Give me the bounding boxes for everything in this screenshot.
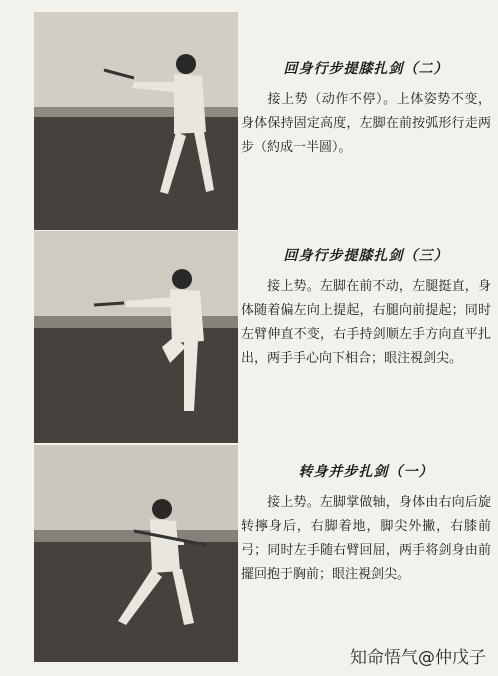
section-title: 回身行步提膝扎剑（二） — [283, 61, 449, 77]
section-title: 转身并步扎剑（一） — [298, 464, 434, 480]
section-3 — [241, 461, 491, 587]
section-body: 接上势。左脚掌做轴，身体由右向后旋转擰身后，右脚着地，脚尖外撇，右膝前弓；同时左手随右臂回屈，两手将剑身由前擺回抱于胸前；眼注視剑尖。 — [241, 495, 491, 582]
section-body: 接上势（动作不停）。上体姿势不变，身体保持固定高度，左脚在前按弧形行走两步（約成一半圆）。 — [241, 92, 491, 155]
photo-pose-1 — [34, 12, 238, 230]
figure-illustration — [34, 445, 238, 662]
section-2 — [241, 245, 491, 371]
section-body: 接上势。左脚在前不动，左腿挺直，身体随着偏左向上提起，右腿向前提起；同时左臂伸直不变，右手持剑顺左手方向直平扎出，两手手心向下相合；眼注視剑尖。 — [241, 279, 491, 366]
photo-pose-2 — [34, 231, 238, 443]
section-title: 回身行步提膝扎剑（三） — [283, 248, 449, 264]
watermark: 知命悟气@仲戊子 — [350, 648, 486, 668]
section-1 — [241, 58, 491, 160]
figure-illustration — [34, 231, 238, 443]
photo-pose-3 — [34, 445, 238, 662]
figure-illustration — [34, 12, 238, 230]
